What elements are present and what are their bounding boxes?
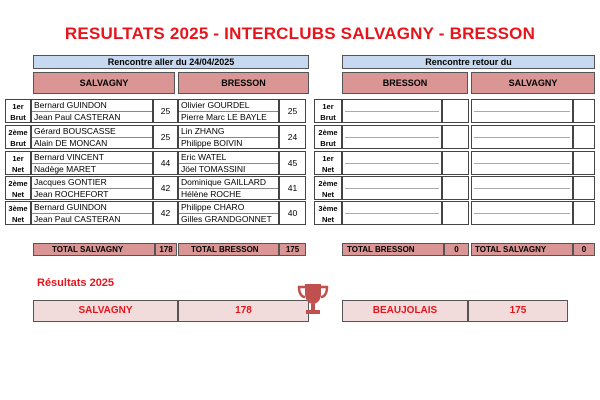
retour-row-label [314,125,342,149]
aller-header: Rencontre aller du 24/04/2025 [33,55,309,69]
retour-right-score [573,201,595,225]
aller-row-label-rank: 2ème [8,179,28,188]
retour-right-players [471,201,573,225]
retour-right-players [471,151,573,175]
retour-left-players [342,99,442,123]
retour-right-players [471,99,573,123]
retour-row-label [314,201,342,225]
retour-row-label-rank: 1er [322,102,334,111]
aller-team-right: BRESSON [178,72,309,94]
aller-row-label-type: Brut [10,113,26,122]
aller-right-score: 41 [279,176,306,200]
aller-left-players [31,176,153,200]
aller-row-label [5,151,31,175]
empty-player-slot [474,152,570,164]
retour-left-score [442,201,469,225]
aller-right-score: 24 [279,125,306,149]
retour-right-players [471,176,573,200]
aller-right-players [178,99,279,123]
aller-left-score: 42 [153,176,178,200]
aller-team-left: SALVAGNY [33,72,175,94]
empty-player-slot [345,202,439,214]
results-title: Résultats 2025 [37,277,115,289]
player-name: Lin ZHANG [179,126,278,138]
player-name: Alain DE MONCAN [34,138,108,148]
aller-total-left-value: 178 [155,243,177,256]
empty-player-slot [345,152,439,164]
player-name: Eric WATEL [179,152,278,164]
player-name: Jöel TOMASSINI [181,164,246,174]
retour-left-players [342,176,442,200]
empty-player-slot [474,202,570,214]
aller-total-right-label: TOTAL BRESSON [178,243,279,256]
player-name: Philippe CHARO [179,202,278,214]
retour-right-score [573,125,595,149]
aller-row-label [5,176,31,200]
player-name: Pierre Marc LE BAYLE [181,112,267,122]
retour-left-score [442,99,469,123]
retour-row-label-rank: 2ème [318,128,338,137]
aller-right-score: 45 [279,151,306,175]
retour-left-score [442,176,469,200]
aller-row-label-rank: 1er [12,102,24,111]
aller-left-score: 25 [153,99,178,123]
aller-left-score: 42 [153,201,178,225]
retour-left-score [442,151,469,175]
aller-total-left-label: TOTAL SALVAGNY [33,243,155,256]
empty-player-slot [474,177,570,189]
results-team2: BEAUJOLAIS [342,300,468,322]
player-name: Bernard VINCENT [32,152,152,164]
retour-row-label-type: Brut [320,139,336,148]
retour-header: Rencontre retour du [342,55,595,69]
retour-row-label-rank: 3ème [318,204,338,213]
player-name: Jean ROCHEFORT [34,189,109,199]
aller-right-score: 25 [279,99,306,123]
retour-right-score [573,99,595,123]
aller-row-label-type: Net [11,190,25,199]
empty-player-slot [345,126,439,138]
retour-total-left-label: TOTAL BRESSON [342,243,444,256]
aller-row-label-type: Net [11,165,25,174]
player-name: Dominique GAILLARD [179,177,278,189]
aller-row-label-rank: 2ème [8,128,28,137]
player-name: Gilles GRANDGONNET [181,214,272,224]
empty-player-slot [345,100,439,112]
aller-right-players [178,201,279,225]
aller-left-score: 44 [153,151,178,175]
retour-row-label-rank: 1er [322,154,334,163]
retour-team-right: SALVAGNY [471,72,595,94]
aller-left-players [31,125,153,149]
aller-left-score: 25 [153,125,178,149]
retour-right-score [573,151,595,175]
retour-row-label-type: Net [321,190,335,199]
player-name: Jean Paul CASTERAN [34,112,121,122]
player-name: Philippe BOIVIN [181,138,243,148]
page-title: RESULTATS 2025 - INTERCLUBS SALVAGNY - BRESSON [64,24,536,43]
retour-total-right-value: 0 [573,243,595,256]
retour-row-label [314,176,342,200]
results-score2: 175 [468,300,568,322]
empty-player-slot [474,126,570,138]
aller-right-score: 40 [279,201,306,225]
retour-left-players [342,151,442,175]
player-name: Hélène ROCHE [181,189,241,199]
aller-row-label-type: Net [11,215,25,224]
aller-row-label [5,125,31,149]
retour-row-label-type: Net [321,165,335,174]
player-name: Nadège MARET [34,164,96,174]
retour-left-players [342,125,442,149]
aller-left-players [31,99,153,123]
aller-total-right-value: 175 [279,243,306,256]
retour-right-players [471,125,573,149]
player-name: Jean Paul CASTERAN [34,214,121,224]
retour-row-label [314,151,342,175]
retour-row-label-type: Brut [320,113,336,122]
aller-row-label [5,99,31,123]
results-score1: 178 [178,300,309,322]
retour-row-label [314,99,342,123]
aller-row-label-rank: 3ème [8,204,28,213]
aller-right-players [178,125,279,149]
player-name: Gérard BOUSCASSE [32,126,152,138]
empty-player-slot [474,100,570,112]
empty-player-slot [345,177,439,189]
aller-right-players [178,151,279,175]
retour-team-left: BRESSON [342,72,468,94]
retour-total-left-value: 0 [444,243,469,256]
trophy-icon [294,280,332,318]
player-name: Olivier GOURDEL [179,100,278,112]
retour-row-label-type: Net [321,215,335,224]
aller-row-label [5,201,31,225]
results-team1: SALVAGNY [33,300,178,322]
retour-left-score [442,125,469,149]
retour-total-right-label: TOTAL SALVAGNY [471,243,573,256]
retour-left-players [342,201,442,225]
player-name: Bernard GUINDON [32,202,152,214]
aller-row-label-rank: 1er [12,154,24,163]
retour-row-label-rank: 2ème [318,179,338,188]
aller-left-players [31,201,153,225]
aller-left-players [31,151,153,175]
aller-right-players [178,176,279,200]
player-name: Bernard GUINDON [32,100,152,112]
player-name: Jacques GONTIER [32,177,152,189]
retour-right-score [573,176,595,200]
aller-row-label-type: Brut [10,139,26,148]
